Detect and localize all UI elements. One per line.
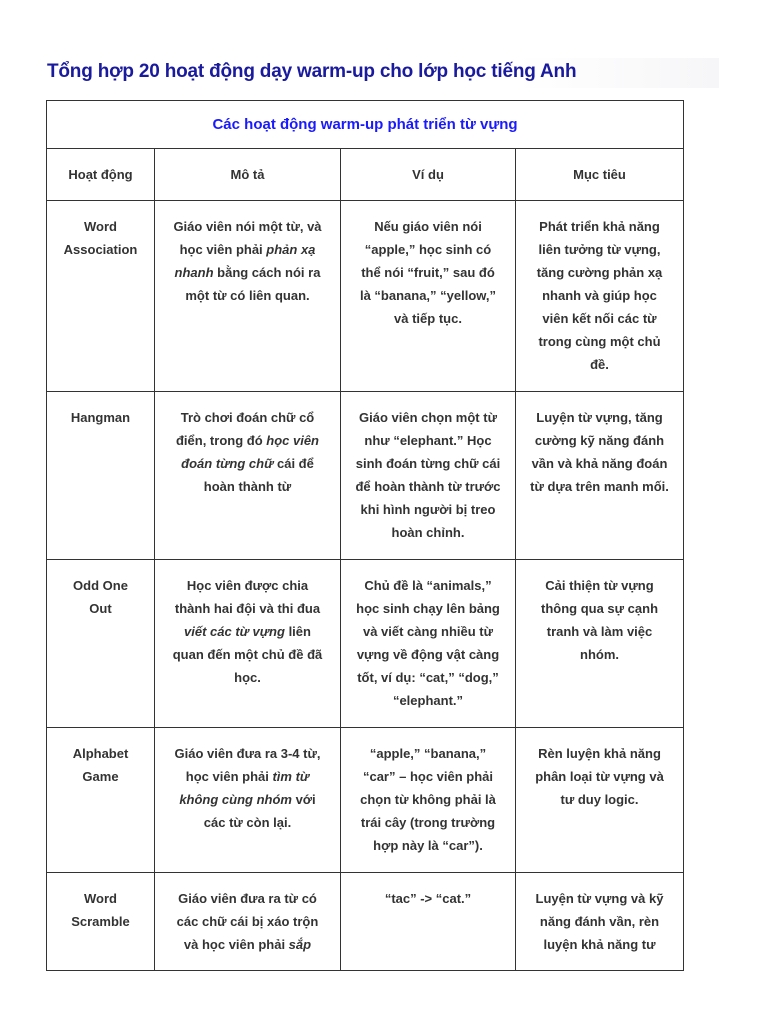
table-row [47, 560, 684, 728]
activity-name: Word Association [63, 219, 138, 257]
example-text: Chủ đề là “animals,” học sinh chạy lên bảng và viết càng nhiều từ vựng về động vật càng tốt, ví dụ: “cat,” “dog,” “elephant.” [356, 578, 500, 708]
description-text [177, 891, 319, 952]
example-text: “tac” -> “cat.” [384, 891, 472, 906]
header-description: Mô tả [155, 149, 341, 201]
activity-name: Word Scramble [71, 891, 130, 929]
activity-name: Hangman [70, 410, 131, 425]
goal-cell [516, 560, 684, 728]
description-text [173, 219, 321, 303]
table-caption-row [47, 101, 684, 149]
goal-cell [516, 873, 684, 971]
description-emphasis: tìm từ không cùng nhóm [179, 769, 310, 807]
table-caption: Các hoạt động warm-up phát triển từ vựng [47, 101, 684, 149]
example-cell [341, 728, 516, 873]
header-example: Ví dụ [341, 149, 516, 201]
description-cell [155, 201, 341, 392]
goal-cell [516, 392, 684, 560]
table-row [47, 392, 684, 560]
description-part: Giáo viên đưa ra 3-4 từ, học viên phải [174, 746, 321, 784]
description-cell [155, 392, 341, 560]
document-title: Tổng hợp 20 hoạt động dạy warm-up cho lớp học tiếng Anh [47, 58, 719, 88]
activity-name: Alphabet Game [72, 746, 129, 784]
goal-text: Cải thiện từ vựng thông qua sự cạnh tranh và làm việc nhóm. [540, 578, 659, 662]
table-row [47, 201, 684, 392]
header-activity: Hoạt động [47, 149, 155, 201]
description-part: Học viên được chia thành hai đội và thi đua [174, 578, 321, 616]
table-row [47, 873, 684, 971]
example-text: Nếu giáo viên nói “apple,” học sinh có thể nói “fruit,” sau đó là “banana,” “yellow,” và tiếp tục. [359, 219, 497, 326]
table-row [47, 728, 684, 873]
description-part: Giáo viên nói một từ, và học viên phải [173, 219, 322, 257]
activities-table [46, 100, 684, 971]
description-part: Giáo viên đưa ra từ có các chữ cái bị xáo trộn và học viên phải [176, 891, 319, 952]
description-emphasis: viết các từ vựng [184, 624, 285, 639]
header-goal: Mục tiêu [516, 149, 684, 201]
description-part: cái để hoàn thành từ [203, 456, 314, 494]
activity-cell [47, 560, 155, 728]
goal-text: Rèn luyện khả năng phân loại từ vựng và tư duy logic. [535, 746, 664, 807]
description-part: với các từ còn lại. [203, 792, 316, 830]
description-text [176, 410, 319, 494]
description-part: bằng cách nói ra một từ có liên quan. [185, 265, 321, 303]
activity-cell [47, 392, 155, 560]
goal-cell [516, 728, 684, 873]
example-cell [341, 392, 516, 560]
example-cell [341, 560, 516, 728]
description-emphasis: học viên đoán từng chữ [181, 433, 319, 471]
description-part: Trò chơi đoán chữ cổ điển, trong đó [175, 410, 315, 448]
description-part: liên quan đến một chủ đề đã học. [172, 624, 323, 685]
description-text [175, 746, 321, 830]
description-cell [155, 728, 341, 873]
example-cell [341, 873, 516, 971]
description-emphasis: sắp [288, 937, 312, 952]
goal-text: Phát triển khả năng liên tưởng từ vựng, tăng cường phản xạ nhanh và giúp học viên kết nối các từ trong cùng một chủ đề. [536, 219, 663, 372]
example-text: Giáo viên chọn một từ như “elephant.” Học sinh đoán từng chữ cái để hoàn thành từ trước khi hình người bị treo hoàn chỉnh. [355, 410, 501, 540]
table-header-row [47, 149, 684, 201]
activity-name: Odd One Out [73, 578, 128, 616]
example-text: “apple,” “banana,” “car” – học viên phải chọn từ không phải là trái cây (trong trường hợp này là “car”). [360, 746, 496, 853]
goal-text: Luyện từ vựng, tăng cường kỹ năng đánh vần và khả năng đoán từ dựa trên manh mối. [530, 410, 669, 494]
description-text [173, 578, 323, 685]
goal-cell [516, 201, 684, 392]
description-emphasis: phản xạ nhanh [174, 242, 316, 280]
activity-cell [47, 728, 155, 873]
example-cell [341, 201, 516, 392]
goal-text: Luyện từ vựng và kỹ năng đánh vần, rèn luyện khả năng tư [535, 891, 664, 952]
activity-cell [47, 201, 155, 392]
description-cell [155, 873, 341, 971]
activity-cell [47, 873, 155, 971]
description-cell [155, 560, 341, 728]
